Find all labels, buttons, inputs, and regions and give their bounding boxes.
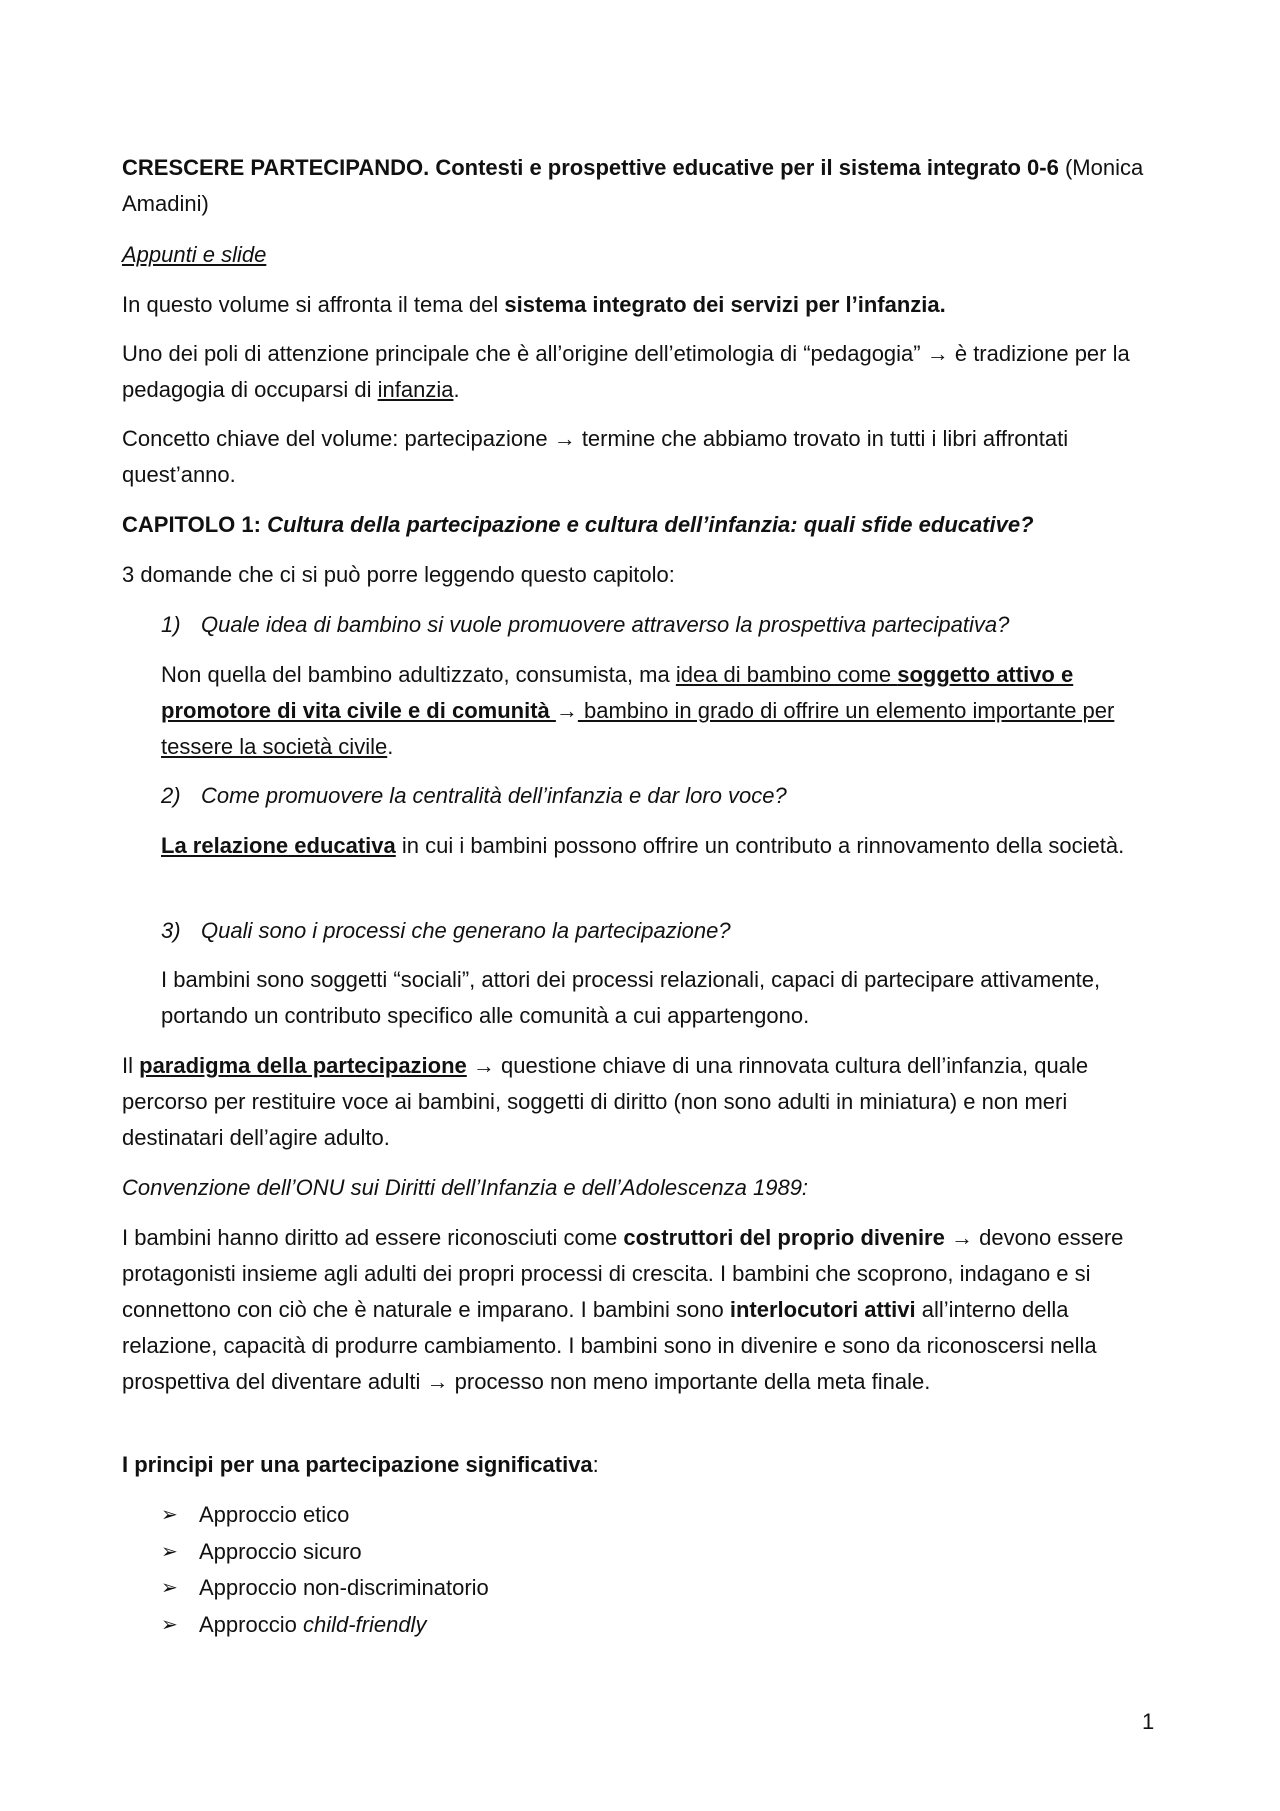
arrow-icon: → xyxy=(426,1369,449,1394)
principi-list xyxy=(161,1497,489,1643)
arrowhead-bullet-icon: ➢ xyxy=(161,1540,178,1563)
page-number: 1 xyxy=(1142,1709,1155,1734)
paragraph-concetto: Concetto chiave del volume: partecipazione → termine che abbiamo trovato in tutti i libri affrontati quest’anno. xyxy=(122,426,1069,487)
list-item: ➢ Approccio sicuro xyxy=(161,1534,489,1571)
arrowhead-bullet-icon: ➢ xyxy=(161,1577,178,1599)
paragraph-paradigma: Il paradigma della partecipazione → questione chiave di una rinnovata cultura dell’infanzia, quale percorso per restituire voce ai bambini, soggetti di diritto (non sono adulti in miniatura) e non meri destinatari dell’agire adulto. xyxy=(122,1053,1089,1150)
arrowhead-bullet-icon: ➢ xyxy=(161,1504,178,1526)
paragraph-domande: 3 domande che ci si può porre leggendo questo capitolo: xyxy=(122,562,675,587)
paragraph-diritti: I bambini hanno diritto ad essere riconosciuti come costruttori del proprio divenire → devono essere protagonisti insieme agli adulti dei propri processi di crescita. I bambini che scoprono, indagano e si connettono con ciò che è naturale e imparano. I bambini sono interlocutori attivi all’interno della relazione, capacità di produrre cambiamento. I bambini sono in divenire e sono da riconoscersi nella prospettiva del diventare adulti → processo non meno importante della meta finale. xyxy=(122,1225,1124,1394)
answer-2: La relazione educativa in cui i bambini possono offrire un contributo a rinnovamento della società. xyxy=(161,833,1125,858)
list-item: ➢ Approccio non-discriminatorio xyxy=(161,1570,489,1607)
list-item: ➢ Approccio etico xyxy=(161,1497,489,1534)
document-title: CRESCERE PARTECIPANDO. Contesti e prospettive educative per il sistema integrato 0-6 (Monica Amadini) xyxy=(122,155,1144,216)
arrow-icon: → xyxy=(553,426,576,451)
convenzione-heading: Convenzione dell’ONU sui Diritti dell’Infanzia e dell’Adolescenza 1989: xyxy=(122,1175,809,1200)
list-item: ➢ Approccio child-friendly xyxy=(161,1607,489,1644)
question-1: 1) Quale idea di bambino si vuole promuovere attraverso la prospettiva partecipativa? xyxy=(161,612,1010,637)
arrow-icon: → xyxy=(472,1053,495,1078)
paragraph-poli: Uno dei poli di attenzione principale che è all’origine dell’etimologia di “pedagogia” → è tradizione per la pedagogia di occuparsi di infanzia. xyxy=(122,341,1130,402)
arrow-icon: → xyxy=(950,1225,973,1250)
question-3: 3) Quali sono i processi che generano la partecipazione? xyxy=(161,918,731,943)
subtitle: Appunti e slide xyxy=(122,242,267,267)
answer-1: Non quella del bambino adultizzato, consumista, ma idea di bambino come soggetto attivo e promotore di vita civile e di comunità → bambino in grado di offrire un elemento importante per tessere la società civile. xyxy=(161,662,1115,759)
arrowhead-bullet-icon: ➢ xyxy=(161,1613,178,1636)
answer-3: I bambini sono soggetti “sociali”, attori dei processi relazionali, capaci di partecipare attivamente, portando un contributo specifico alle comunità a cui appartengono. xyxy=(161,967,1101,1028)
arrow-icon: → xyxy=(555,698,578,723)
paragraph-intro: In questo volume si affronta il tema del sistema integrato dei servizi per l’infanzia. xyxy=(122,292,946,317)
chapter-heading: CAPITOLO 1: Cultura della partecipazione e cultura dell’infanzia: quali sfide educative? xyxy=(122,512,1034,537)
question-2: 2) Come promuovere la centralità dell’infanzia e dar loro voce? xyxy=(161,783,787,808)
arrow-icon: → xyxy=(926,341,949,366)
principi-heading: I principi per una partecipazione significativa: xyxy=(122,1452,599,1477)
